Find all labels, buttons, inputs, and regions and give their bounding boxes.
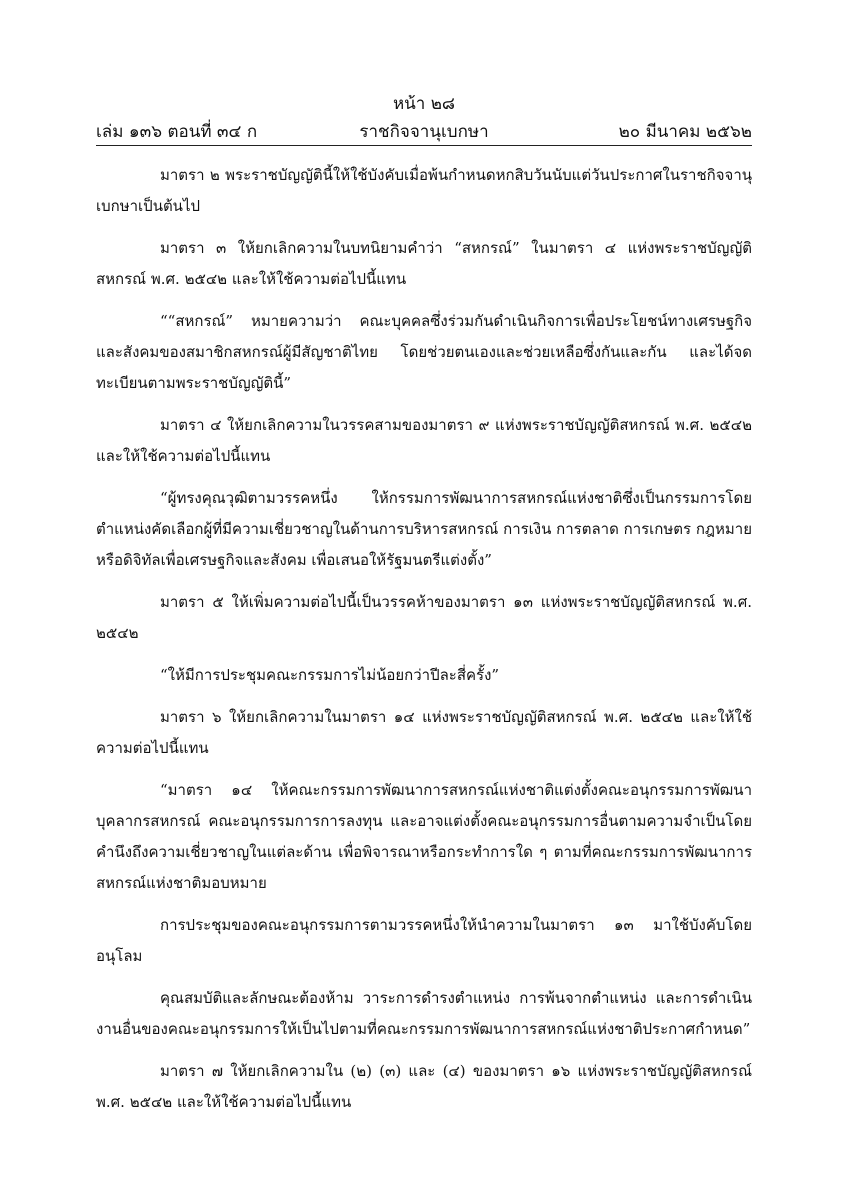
qualified-person-paragraph: “ผู้ทรงคุณวุฒิตามวรรคหนึ่ง ให้กรรมการพัฒนาการสหกรณ์แห่งชาติซึ่งเป็นกรรมการโดยตำแหน่งคัดเลือกผู้ที่มีความเชี่ยวชาญในด้านการบริหารสหกรณ์ การเงิน การตลาด การเกษตร กฎหมาย หรือดิจิทัลเพื่อเศรษฐกิจและสังคม เพื่อเสนอให้รัฐมนตรีแต่งตั้ง” (96, 489, 752, 569)
section-5-paragraph: มาตรา ๕ ให้เพิ่มความต่อไปนี้เป็นวรรคห้าของมาตรา ๑๓ แห่งพระราชบัญญัติสหกรณ์ พ.ศ. ๒๕๔๒ (96, 593, 752, 642)
volume-issue: เล่ม ๑๓๖ ตอนที่ ๓๔ ก (96, 122, 258, 142)
publication-name: ราชกิจจานุเบกษา (359, 122, 489, 142)
section-6-paragraph: มาตรา ๖ ให้ยกเลิกความในมาตรา ๑๔ แห่งพระราชบัญญัติสหกรณ์ พ.ศ. ๒๕๔๒ และให้ใช้ความต่อไปนี้แทน (96, 708, 752, 757)
section-4-paragraph: มาตรา ๔ ให้ยกเลิกความในวรรคสามของมาตรา ๙ แห่งพระราชบัญญัติสหกรณ์ พ.ศ. ๒๕๔๒ และให้ใช้ความต่อไปนี้แทน (96, 416, 752, 465)
header-divider (96, 145, 752, 146)
document-body (96, 160, 752, 1129)
section-7-paragraph: มาตรา ๗ ให้ยกเลิกความใน (๒) (๓) และ (๔) ของมาตรา ๑๖ แห่งพระราชบัญญัติสหกรณ์ พ.ศ. ๒๕๔๒ และให้ใช้ความต่อไปนี้แทน (96, 1062, 752, 1111)
subcommittee-meeting-paragraph: การประชุมของคณะอนุกรรมการตามวรรคหนึ่งให้นำความในมาตรา ๑๓ มาใช้บังคับโดยอนุโลม (96, 916, 752, 965)
page-number: หน้า ๒๘ (392, 94, 456, 114)
section-2-paragraph: มาตรา ๒ พระราชบัญญัตินี้ให้ใช้บังคับเมื่อพ้นกำหนดหกสิบวันนับแต่วันประกาศในราชกิจจานุเบกษาเป็นต้นไป (96, 166, 752, 215)
section-14-paragraph: “มาตรา ๑๔ ให้คณะกรรมการพัฒนาการสหกรณ์แห่งชาติแต่งตั้งคณะอนุกรรมการพัฒนาบุคลากรสหกรณ์ คณะอนุกรรมการการลงทุน และอาจแต่งตั้งคณะอนุกรรมการอื่นตามความจำเป็นโดยคำนึงถึงความเชี่ยวชาญในแต่ละด้าน เพื่อพิจารณาหรือกระทำการใด ๆ ตามที่คณะกรรมการพัฒนาการสหกรณ์แห่งชาติมอบหมาย (96, 781, 752, 892)
cooperative-definition-paragraph: ““สหกรณ์” หมายความว่า คณะบุคคลซึ่งร่วมกันดำเนินกิจการเพื่อประโยชน์ทางเศรษฐกิจและสังคมของสมาชิกสหกรณ์ผู้มีสัญชาติไทย โดยช่วยตนเองและช่วยเหลือซึ่งกันและกัน และได้จดทะเบียนตามพระราชบัญญัตินี้” (96, 312, 752, 392)
section-3-paragraph: มาตรา ๓ ให้ยกเลิกความในบทนิยามคำว่า “สหกรณ์” ในมาตรา ๔ แห่งพระราชบัญญัติสหกรณ์ พ.ศ. ๒๕๔๒ และให้ใช้ความต่อไปนี้แทน (96, 239, 752, 288)
subcommittee-qualification-paragraph: คุณสมบัติและลักษณะต้องห้าม วาระการดำรงตำแหน่ง การพ้นจากตำแหน่ง และการดำเนินงานอื่นของคณะอนุกรรมการให้เป็นไปตามที่คณะกรรมการพัฒนาการสหกรณ์แห่งชาติประกาศกำหนด” (96, 989, 752, 1038)
publication-date: ๒๐ มีนาคม ๒๕๖๒ (618, 122, 752, 142)
meeting-frequency-paragraph: “ให้มีการประชุมคณะกรรมการไม่น้อยกว่าปีละสี่ครั้ง” (160, 666, 500, 684)
